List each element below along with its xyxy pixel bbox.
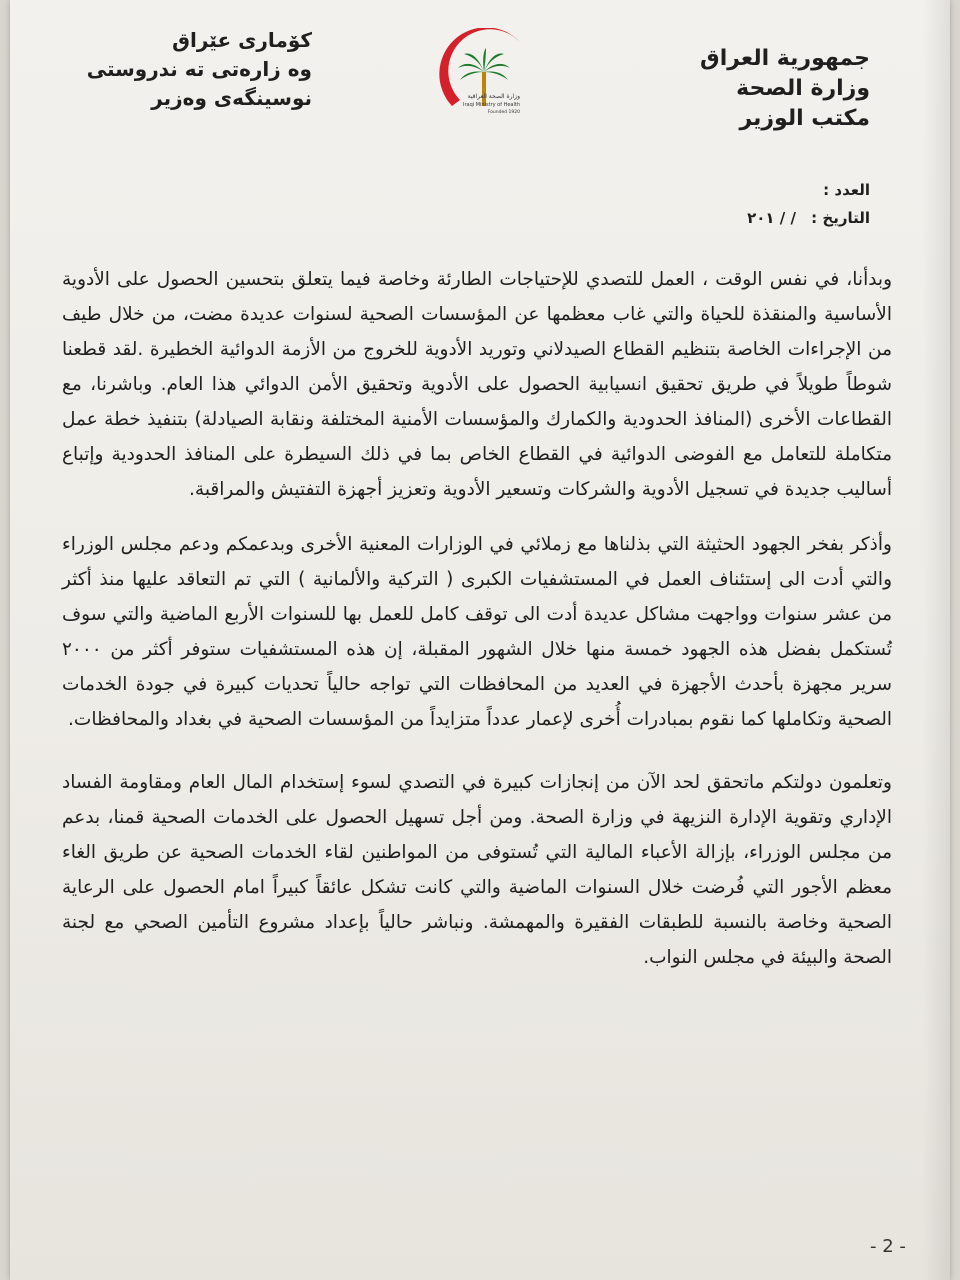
number-label: العدد : — [823, 181, 870, 199]
letter-body — [62, 262, 892, 995]
arabic-letterhead — [690, 44, 870, 134]
logo-text-arabic: وزارة الصحة العراقية — [467, 93, 520, 100]
logo-text-founded: Founded 1920 — [487, 110, 520, 115]
logo-text-english: Iraqi Ministry of Health — [462, 102, 520, 108]
kurdish-letterhead — [72, 26, 312, 113]
letter-meta — [570, 176, 870, 232]
body-paragraph-3: وتعلمون دولتكم ماتحقق لحد الآن من إنجازات كبيرة في التصدي لسوء إستخدام المال العام ومقاومة الفساد الإداري وتقوية الإدارة النزيهة في وزارة الصحة. ومن أجل تسهيل الحصول على الخدمات الصحية قمنا، بدعم من مجلس الوزراء، بإزالة الأعباء المالية التي تُستوفى من المواطنين لقاء الخدمات الصحية عن طريق الغاء معظم الأجور التي فُرضت خلال السنوات الماضية والتي كانت تشكل عائقاً كبيراً امام الحصول على الرعاية الصحية وخاصة بالنسبة للطبقات الفقيرة والمهمشة. ونباشر حالياً بإعداد مشروع التأمين الصحي مع لجنة الصحة والبيئة في مجلس النواب. — [62, 772, 892, 968]
kurdish-line-country: كۆمارى عێراق — [172, 28, 312, 52]
body-paragraph-1: وبدأنا، في نفس الوقت ، العمل للتصدي للإحتياجات الطارئة وخاصة فيما يتعلق بتحسين الحصول على الأدوية الأساسية والمنقذة للحياة والتي غاب معظمها عن المؤسسات الصحية لسنوات عديدة مضت، من خلال طيف من الإجراءات الخاصة بتنظيم القطاع الصيدلاني وتوريد الأدوية للخروج من الأزمة الدوائية الخطيرة .لقد قطعنا شوطاً طويلاً في طريق تحقيق انسيابية الحصول على الأدوية وتحقيق الأمن الدوائي هذا العام. وباشرنا، مع القطاعات الأخرى (المنافذ الحدودية والكمارك والمؤسسات الأمنية المختلفة ونقابة الصيادلة) بتنفيذ خطة عمل متكاملة للتعامل مع الفوضى الدوائية في القطاع الخاص بما في ذلك السيطرة على المنافذ الحدودية وإتباع أساليب جديدة في تسجيل الأدوية والشركات وتسعير الأدوية وتعزيز أجهزة التفتيش والمراقبة. — [62, 269, 892, 500]
page-edge-shadow — [922, 0, 950, 1280]
page-number: - 2 - — [870, 1236, 906, 1257]
ministry-logo — [424, 28, 544, 128]
kurdish-line-office: نوسينگەى وەزير — [151, 86, 312, 110]
number-row — [570, 176, 870, 204]
letterhead-line-ministry: وزارة الصحة — [736, 76, 870, 101]
letterhead-line-office: مكتب الوزير — [739, 106, 870, 131]
letterhead-line-country: جمهورية العراق — [700, 46, 870, 71]
letter-page — [10, 0, 950, 1280]
palm-tree-icon — [424, 28, 544, 128]
date-label: التاريخ : — [811, 209, 870, 227]
kurdish-line-ministry: وه زارەتى تە ندروستى — [86, 57, 312, 81]
date-value: / / ٢٠١ — [747, 209, 796, 227]
body-paragraph-2: وأذكر بفخر الجهود الحثيثة التي بذلناها مع زملائي في الوزارات المعنية الأخرى وبدعمكم ودعم مجلس الوزراء والتي أدت الى إستئناف العمل في المستشفيات الكبرى ( التركية والألمانية ) التي تم التعاقد عليها منذ أكثر من عشر سنوات وواجهت مشاكل عديدة أدت الى توقف كامل للعمل بها للسنوات الأربع الماضية والتي سوف تُستكمل بفضل هذه الجهود خمسة منها خلال الشهور المقبلة، إن هذه المستشفيات ستوفر أكثر من ٢٠٠٠ سرير مجهزة بأحدث الأجهزة في العديد من المحافظات التي تواجه حالياً تحديات كبيرة في جودة الخدمات الصحية وتكاملها كما نقوم بمبادرات أُخرى لإعمار عدداً متزايداً من المؤسسات الصحية في بغداد والمحافظات. — [62, 534, 892, 730]
date-row — [570, 204, 870, 232]
